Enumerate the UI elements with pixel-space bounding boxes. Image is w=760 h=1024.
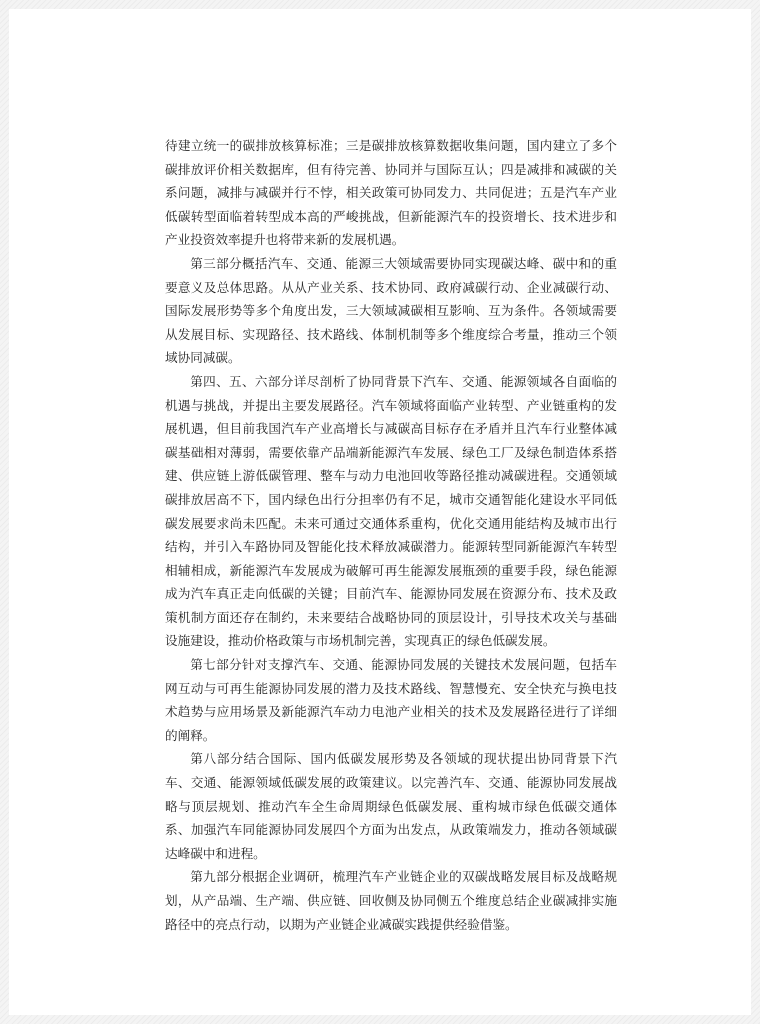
paragraph-part-nine: 第九部分根据企业调研，梳理汽车产业链企业的双碳战略发展目标及战略规划，从产品端、生产端、供应链、回收侧及协同侧五个维度总结企业碳减排实施路径中的亮点行动，以期为产业链企业减碳实践提供经验借鉴。 (165, 869, 617, 932)
paragraph-part-seven: 第七部分针对支撑汽车、交通、能源协同发展的关键技术发展问题，包括车网互动与可再生能源协同发展的潜力及技术路线、智慧慢充、安全快充与换电技术趋势与应用场景及新能源汽车动力电池产业相关的技术及发展路径进行了详细的阐释。 (165, 657, 617, 743)
document-page (9, 9, 751, 1015)
paragraph-part-three: 第三部分概括汽车、交通、能源三大领域需要协同实现碳达峰、碳中和的重要意义及总体思路。从从产业关系、技术协同、政府减碳行动、企业减碳行动、国际发展形势等多个角度出发，三大领域减碳相互影响、互为条件。各领域需要从发展目标、实现路径、技术路线、体制机制等多个维度综合考量，推动三个领域协同减碳。 (165, 255, 617, 366)
paragraph-part-eight: 第八部分结合国际、国内低碳发展形势及各领域的现状提出协同背景下汽车、交通、能源领域低碳发展的政策建议。以完善汽车、交通、能源协同发展战略与顶层规划、推动汽车全生命周期绿色低碳发展、重构城市绿色低碳交通体系、加强汽车同能源协同发展四个方面为出发点，从政策端发力，推动各领域碳达峰碳中和进程。 (165, 751, 617, 861)
document-body (165, 134, 617, 936)
paragraph-continued: 待建立统一的碳排放核算标准；三是碳排放核算数据收集问题，国内建立了多个碳排放评价相关数据库，但有待完善、协同并与国际互认；四是减排和减碳的关系问题，减排与减碳并行不悖，相关政策可协同发力、共同促进；五是汽车产业低碳转型面临着转型成本高的严峻挑战，但新能源汽车的投资增长、技术进步和产业投资效率提升也将带来新的发展机遇。 (165, 138, 617, 248)
paragraph-parts-four-to-six: 第四、五、六部分详尽剖析了协同背景下汽车、交通、能源领域各自面临的机遇与挑战，并提出主要发展路径。汽车领域将面临产业转型、产业链重构的发展机遇，但目前我国汽车产业高增长与减碳高目标存在矛盾并且汽车行业整体减碳基础相对薄弱，需要依靠产品端新能源汽车发展、绿色工厂及绿色制造体系搭建、供应链上游低碳管理、整车与动力电池回收等路径推动减碳进程。交通领域碳排放居高不下，国内绿色出行分担率仍有不足，城市交通智能化建设水平同低碳发展要求尚未匹配。未来可通过交通体系重构，优化交通用能结构及城市出行结构，并引入车路协同及智能化技术释放减碳潜力。能源转型同新能源汽车转型相辅相成，新能源汽车发展成为破解可再生能源发展瓶颈的重要手段，绿色能源成为汽车真正走向低碳的关键；目前汽车、能源协同发展在资源分布、技术及政策机制方面还存在制约，未来要结合战略协同的顶层设计，引导技术攻关与基础设施建设，推动价格政策与市场机制完善，实现真正的绿色低碳发展。 (165, 373, 617, 649)
